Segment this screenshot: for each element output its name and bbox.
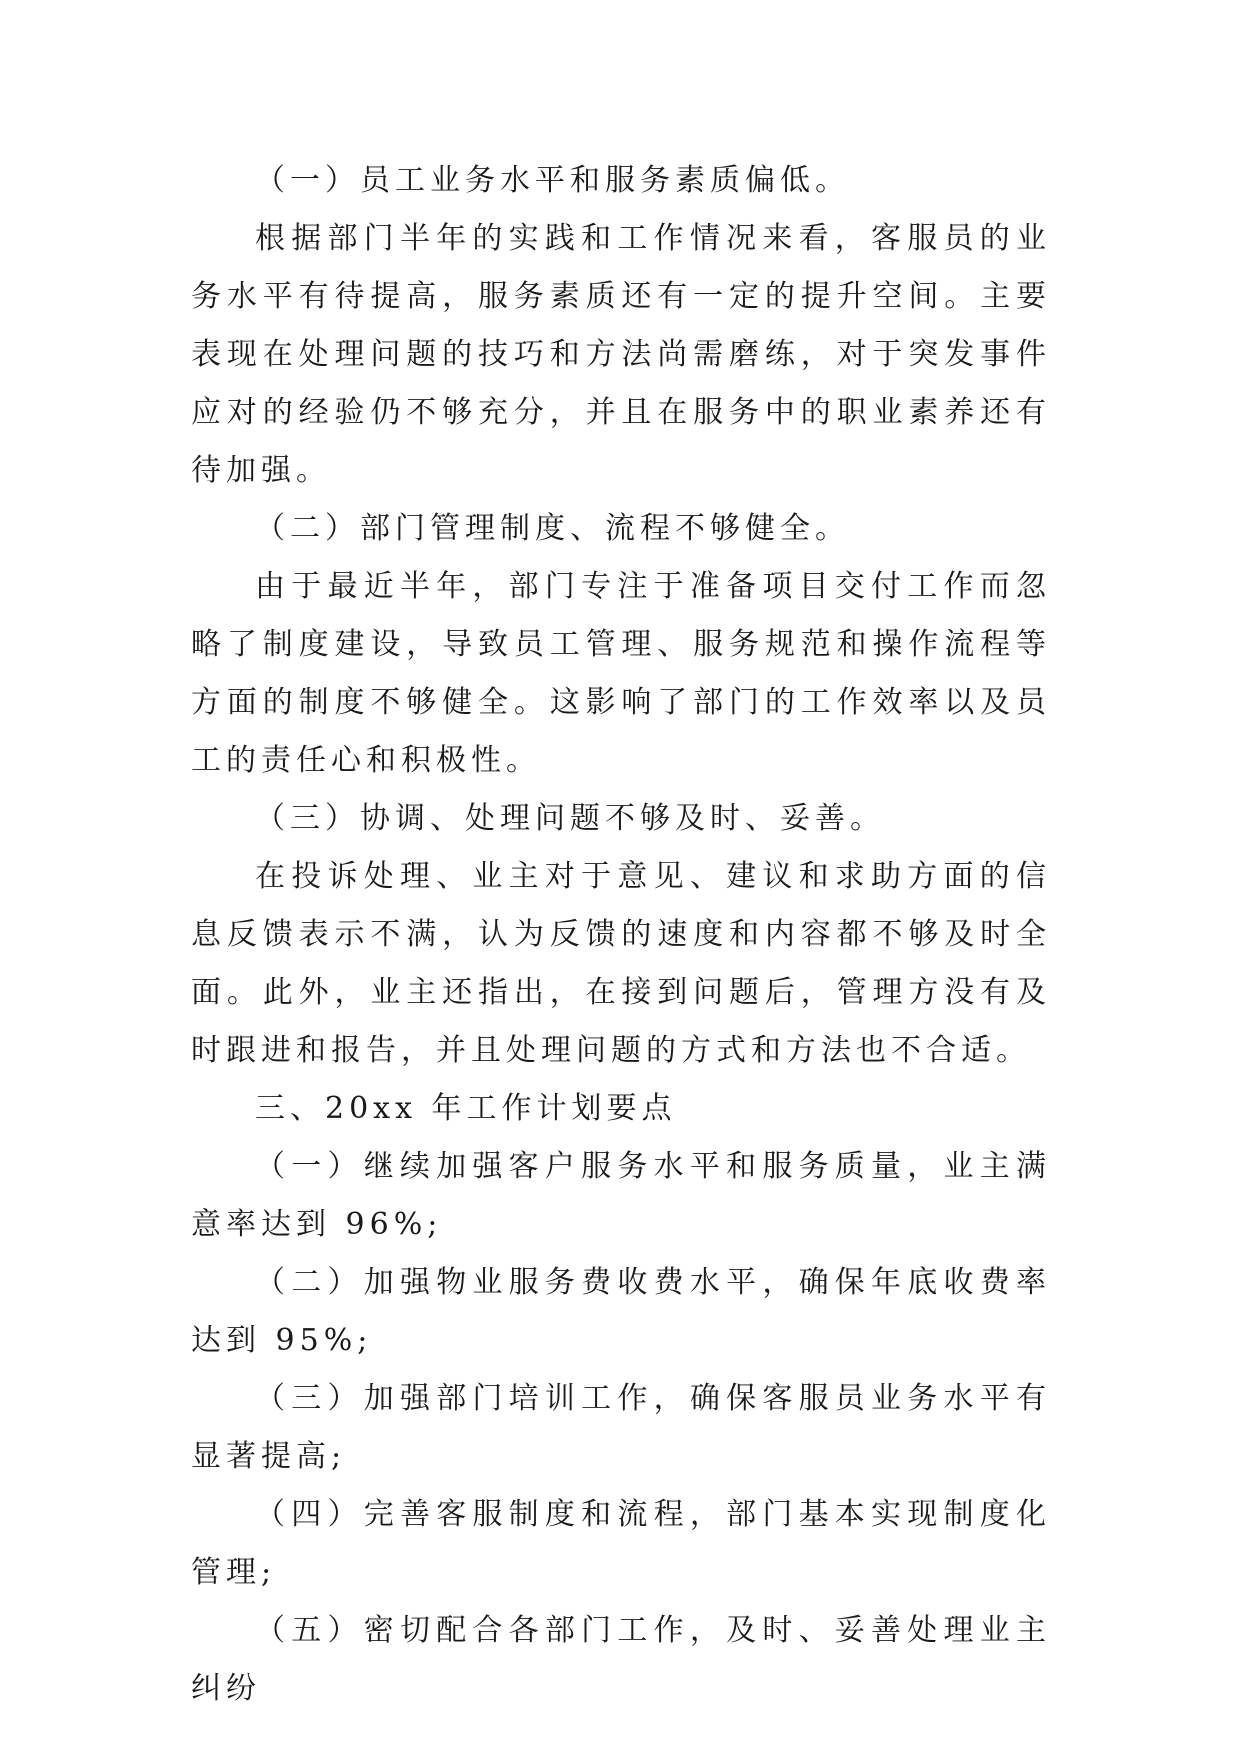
body-paragraph-1: 根据部门半年的实践和工作情况来看，客服员的业务水平有待提高，服务素质还有一定的提升空间。主要表现在处理问题的技巧和方法尚需磨练，对于突发事件应对的经验仍不够充分，并且在服务中的职业素养还有待加强。 (191, 221, 1051, 488)
plan-item-1: （一）继续加强客户服务水平和服务质量，业主满意率达到 96%; (191, 1149, 1051, 1242)
plan-item-4: （四）完善客服制度和流程，部门基本实现制度化管理; (191, 1497, 1051, 1590)
body-paragraph-3: 在投诉处理、业主对于意见、建议和求助方面的信息反馈表示不满，认为反馈的速度和内容都不够及时全面。此外，业主还指出，在接到问题后，管理方没有及时跟进和报告，并且处理问题的方式和方法也不合适。 (191, 859, 1051, 1068)
chapter-heading: 三、20xx 年工作计划要点 (255, 1091, 677, 1126)
body-paragraph-2: 由于最近半年，部门专注于准备项目交付工作而忽略了制度建设，导致员工管理、服务规范和操作流程等方面的制度不够健全。这影响了部门的工作效率以及员工的责任心和积极性。 (191, 569, 1051, 778)
plan-item-2: （二）加强物业服务费收费水平，确保年底收费率达到 95%; (191, 1265, 1051, 1358)
document-body (191, 152, 1051, 1718)
plan-item-3: （三）加强部门培训工作，确保客服员业务水平有显著提高; (191, 1381, 1051, 1474)
plan-item-5: （五）密切配合各部门工作，及时、妥善处理业主纠纷 (191, 1613, 1051, 1706)
section-heading-2: （二）部门管理制度、流程不够健全。 (255, 511, 850, 546)
section-heading-1: （一）员工业务水平和服务素质偏低。 (255, 163, 850, 198)
section-heading-3: （三）协调、处理问题不够及时、妥善。 (255, 801, 885, 836)
